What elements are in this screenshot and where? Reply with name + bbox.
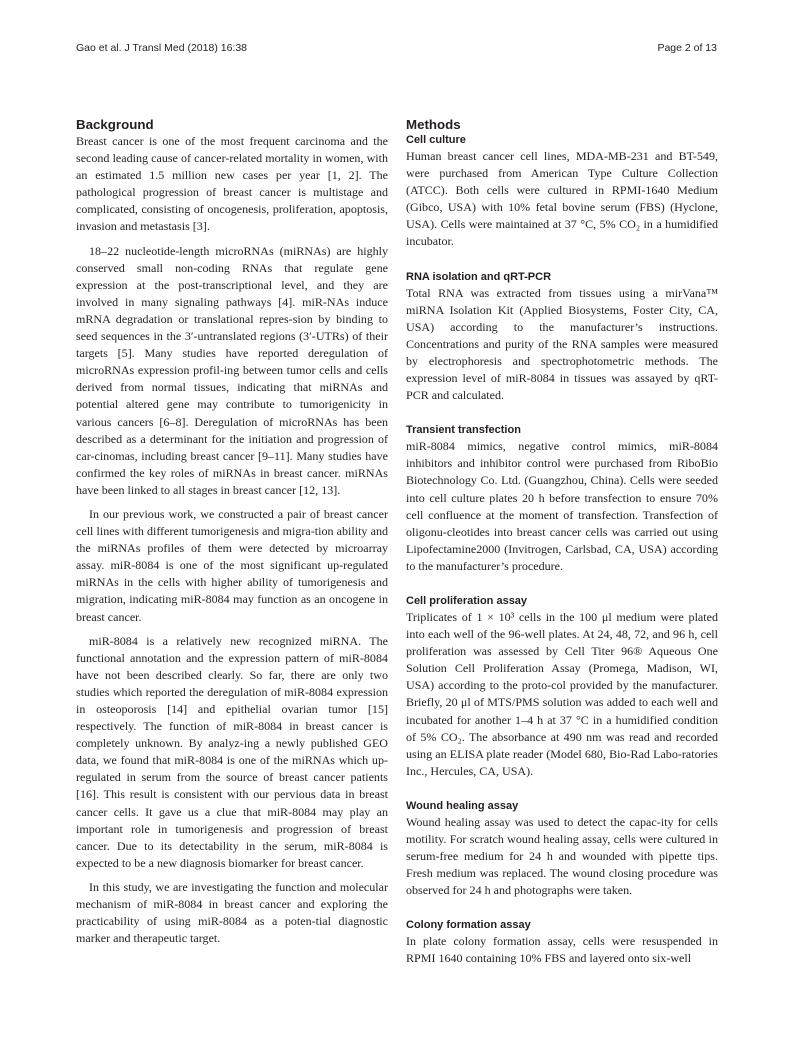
section-title-rna-isolation: RNA isolation and qRT-PCR — [406, 270, 552, 283]
section-title-cell-proliferation: Cell proliferation assay — [406, 594, 528, 607]
methods-heading: Methods — [406, 117, 461, 132]
background-paragraph-1: Breast cancer is one of the most frequent carcinoma and the second leading cause of cancer-related mortality in women, with an estimated 1.5 million new cases per year [1, 2]. The pathological progression of breast cancer is multistage and complicated, consisting of oncogenesis, proliferation, apoptosis, invasion and metastasis [3]. — [76, 134, 388, 234]
section-title-wound-healing: Wound healing assay — [406, 799, 519, 812]
background-paragraph-5: In this study, we are investigating the function and molecular mechanism of miR-8084 in breast cancer and exploring the practicability of using miR-8084 as a poten-tial diagnostic marker and therapeutic target. — [76, 879, 388, 946]
background-paragraph-4: miR-8084 is a relatively new recognized miRNA. The functional annotation and the expression pattern of miR-8084 have not been described clearly. So far, there are only two studies which reported the deregulation of miR-8084 expression in osteoporosis [14] and epithelial ovarian tumor [15] respectively. The function of miR-8084 in breast cancer is completely unknown. By analyz-ing a newly published GEO data, we found that miR-8084 is one of the miRNAs which up-regulated in serum from the source of breast cancer patients [16]. This result is consistent with our pervious data in breast cancer cells. It gave us a clue that miR-8084 may play an important role in tumorigenesis and progression of breast cancer. Due to its detectability in the serum, miR-8084 is expected to be a new diagnosis biomarker for breast cancer. — [76, 633, 388, 870]
section-title-cell-culture: Cell culture — [406, 134, 466, 146]
section-title-colony-formation: Colony formation assay — [406, 919, 531, 932]
section-text-wound-healing: Wound healing assay was used to detect the capac-ity for cells motility. For scratch wound healing assay, cells were cultured in serum-free medium for 24 h and wounded with pipette tips. Fresh medium was replaced. The wound closing procedure was observed for 24 h and photographs were taken. — [406, 814, 718, 898]
section-text-rna-isolation: Total RNA was extracted from tissues using a mirVana™ miRNA Isolation Kit (Applied Biosystems, Foster City, CA, USA) according to the manufacturer’s instructions. Concentrations and purity of the RNA samples were measured by electrophoresis and spectrophotometric methods. The expression level of miR-8084 in tissues was assayed by qRT-PCR and calculated. — [406, 285, 718, 403]
running-header — [76, 42, 717, 58]
page-number: Page 2 of 13 — [657, 42, 717, 54]
left-column — [76, 117, 388, 947]
section-text-colony-formation: In plate colony formation assay, cells were resuspended in RPMI 1640 containing 10% FBS and layered onto six-well — [406, 934, 718, 966]
section-text-transient-transfection: miR-8084 mimics, negative control mimics, miR-8084 inhibitors and inhibitor control were purchased from RiboBio Biotechnology Co. Ltd. (Guangzhou, China). Cells were seeded into cell culture plates 20 h before transfection to ensure 70% cell confluence at the moment of transfection. Transfection of oligonu-cleotides into breast cancer cells was carried out using Lipofectamine2000 (Invitrogen, Carlsbad, CA, USA) according to the manufacturer’s procedure. — [406, 439, 718, 573]
journal-citation: Gao et al. J Transl Med (2018) 16:38 — [76, 42, 248, 54]
section-title-transient-transfection: Transient transfection — [406, 424, 521, 437]
section-text-cell-culture: Human breast cancer cell lines, MDA-MB-231 and BT-549, were purchased from American Type Culture Collection (ATCC). Both cells were cultured in RPMI-1640 Medium (Gibco, USA) with 10% fetal bovine serum (FBS) (Hyclone, USA). Cells were maintained at 37 °C, 5% CO₂ in a humidified incubator. — [406, 149, 718, 249]
background-paragraph-2: 18–22 nucleotide-length microRNAs (miRNAs) are highly conserved small non-coding RNAs that regulate gene expression at the post-transcriptional level, and they are involved in many signaling pathways [4]. miR-NAs induce mRNA degradation or translational repres-sion by binding to seed sequences in the 3′-untranslated regions (3′-UTRs) of their targets [5]. Many studies have reported deregulation of microRNAs expression profil-ing between tumor cells and cells derived from normal tissues, indicating that miRNAs and potential altered gene may contribute to tumorigenicity in various cancers [6–8]. Deregulation of microRNAs has been described as a determinant for the initiation and progression of car-cinomas, including breast cancer [9–11]. Many studies have confirmed the key roles of miRNAs in breast cancer. miRNAs have been linked to all stages in breast cancer [12, 13]. — [76, 243, 388, 497]
right-column — [406, 117, 718, 968]
background-heading: Background — [76, 117, 154, 132]
section-text-cell-proliferation: Triplicates of 1 × 10³ cells in the 100 μl medium were plated into each well of the 96-well plates. At 24, 48, 72, and 96 h, cell proliferation was assessed by Cell Titer 96® Aqueous One Solution Cell Proliferation Assay (Promega, Madison, WI, USA) according to the proto-col provided by the manufacturer. Briefly, 20 μl of MTS/PMS solution was added to each well and incubated for another 1–4 h at 37 °C in a humidified condition of 5% CO₂. The absorbance at 490 nm was read and recorded using an ELISA plate reader (Model 680, Bio-Rad Labo-ratories Inc., Hercules, CA, USA). — [406, 609, 718, 778]
background-paragraph-3: In our previous work, we constructed a pair of breast cancer cell lines with different tumorigenesis and migra-tion ability and the miRNAs profiles of them were detected by microarray assay. miR-8084 is one of the most significant up-regulated miRNAs in the cells with higher ability of tumorigenesis and migration, indicating miR-8084 may function as an oncogene in breast cancer. — [76, 506, 388, 624]
